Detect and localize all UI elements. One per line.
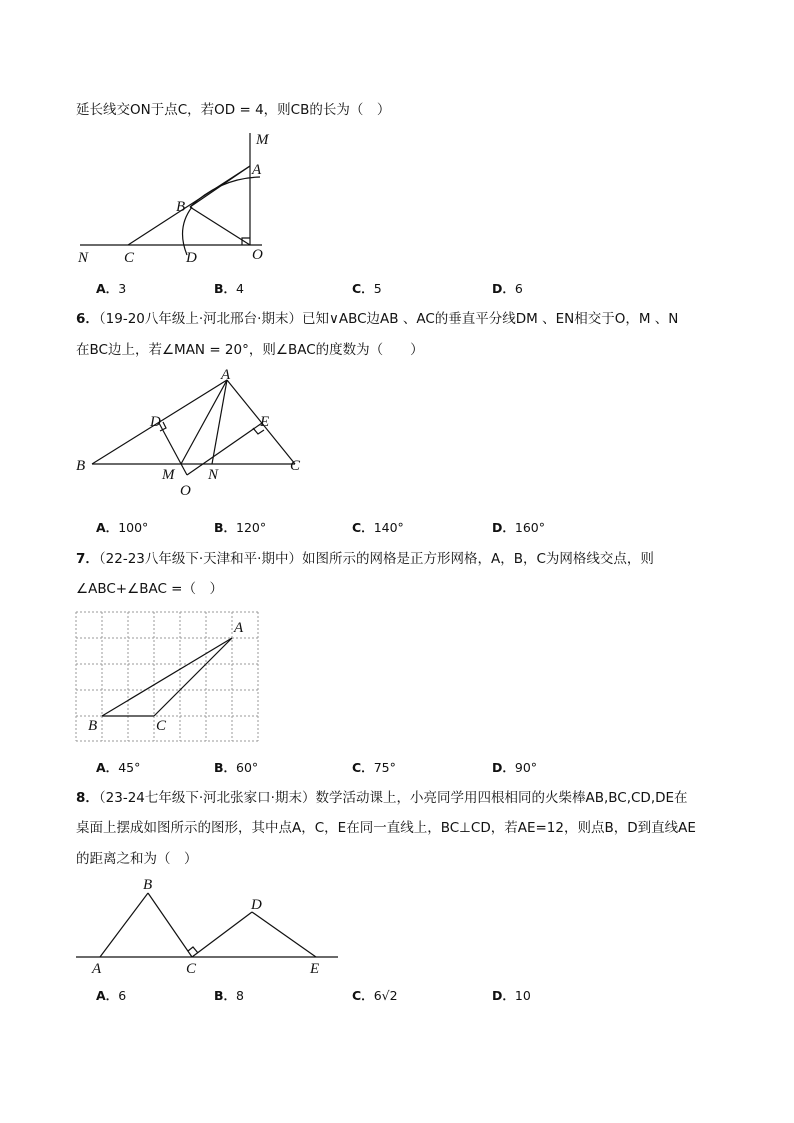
- q8-option-c[interactable]: C．6√2: [352, 988, 398, 1003]
- q5-label-N: N: [78, 250, 89, 266]
- q6-label-E: E: [260, 414, 270, 430]
- q5-label-A: A: [252, 162, 262, 178]
- q8-label-D: D: [251, 897, 262, 913]
- q6-option-d[interactable]: D．160°: [492, 520, 545, 535]
- q8-label-A: A: [92, 961, 102, 977]
- q8-option-a[interactable]: A．6: [96, 988, 127, 1003]
- q6-label-O: O: [180, 483, 191, 499]
- q7-option-b[interactable]: B．60°: [214, 760, 259, 775]
- q5-option-c[interactable]: C．5: [352, 281, 382, 296]
- q6-label-N: N: [208, 467, 219, 483]
- q6-label-B: B: [76, 458, 86, 474]
- q7-label-A: A: [234, 620, 244, 636]
- q8-stem-line3: 的距离之和为（ ）: [76, 851, 198, 867]
- q8-label-C: C: [186, 961, 197, 977]
- q7-option-c[interactable]: C．75°: [352, 760, 396, 775]
- q8-label-E: E: [310, 961, 320, 977]
- q8-figure: [70, 875, 350, 980]
- q6-stem-line1: 6．（19-20八年级上·河北邢台·期末）已知∨ABC边AB 、AC的垂直平分线DM 、EN相交于O，M 、N: [76, 311, 679, 327]
- q8-option-d[interactable]: D．10: [492, 988, 531, 1003]
- q6-label-C: C: [290, 458, 301, 474]
- q5-label-D: D: [186, 250, 197, 266]
- q6-label-A: A: [221, 368, 231, 383]
- q5-stem-tail: 延长线交ON于点C，若OD = 4，则CB的长为（ ）: [76, 102, 391, 118]
- q5-label-B: B: [176, 199, 186, 215]
- q8-stem-line1: 8．（23-24七年级下·河北张家口·期末）数学活动课上，小亮同学用四根相同的火柴棒AB,BC,CD,DE在: [76, 790, 688, 806]
- q7-stem-line2: ∠ABC+∠BAC =（ ）: [76, 581, 223, 597]
- q8-stem-line2: 桌面上摆成如图所示的图形，其中点A，C，E在同一直线上，BC⊥CD，若AE=12，则点B，D到直线AE: [76, 820, 696, 836]
- q6-option-a[interactable]: A．100°: [96, 520, 149, 535]
- q7-label-C: C: [156, 718, 167, 734]
- q6-option-b[interactable]: B．120°: [214, 520, 267, 535]
- q7-option-a[interactable]: A．45°: [96, 760, 141, 775]
- q7-label-B: B: [88, 718, 98, 734]
- q8-option-b[interactable]: B．8: [214, 988, 244, 1003]
- q8-label-B: B: [143, 877, 153, 893]
- q6-label-M: M: [162, 467, 175, 483]
- q5-option-b[interactable]: B．4: [214, 281, 244, 296]
- q5-label-C: C: [124, 250, 135, 266]
- q6-label-D: D: [150, 414, 161, 430]
- q6-stem-line2: 在BC边上，若∠MAN = 20°，则∠BAC的度数为（ ）: [76, 342, 424, 358]
- q6-figure: [70, 368, 320, 500]
- q6-option-c[interactable]: C．140°: [352, 520, 404, 535]
- q7-stem-line1: 7．（22-23八年级下·天津和平·期中）如图所示的网格是正方形网格，A，B，C为网格线交点，则: [76, 551, 654, 567]
- q5-option-a[interactable]: A．3: [96, 281, 127, 296]
- q7-option-d[interactable]: D．90°: [492, 760, 538, 775]
- q5-figure: [70, 128, 290, 268]
- q7-figure: [70, 608, 270, 746]
- q5-label-M: M: [256, 132, 269, 148]
- q5-option-d[interactable]: D．6: [492, 281, 523, 296]
- q5-label-O: O: [252, 247, 263, 263]
